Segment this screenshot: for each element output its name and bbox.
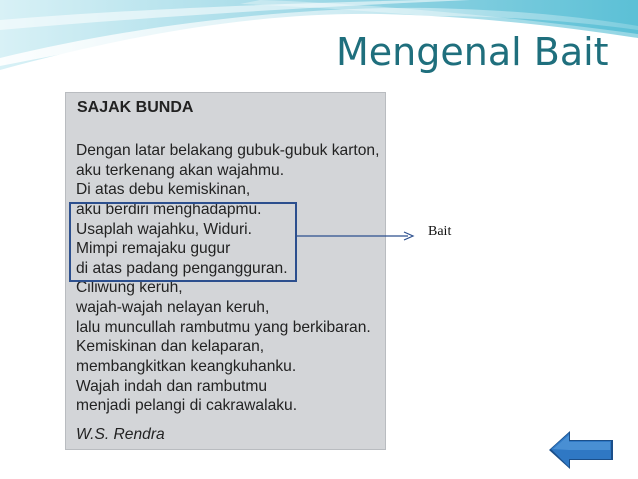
left-arrow-icon [549,431,613,469]
poem-line: lalu muncullah rambutmu yang berkibaran. [76,318,371,336]
poem-line: Wajah indah dan rambutmu [76,377,267,395]
poem-author: W.S. Rendra [76,426,165,443]
stanza-highlight-box [69,202,297,282]
callout-label: Bait [428,224,452,239]
poem-line: Ciliwung keruh, [76,279,183,297]
poem-line: aku terkenang akan wajahmu. [76,161,285,179]
poem-line: wajah-wajah nelayan keruh, [76,299,270,317]
poem-line: Kemiskinan dan kelaparan, [76,338,265,356]
slide-title: Mengenal Bait [336,30,609,74]
poem-line: Mimpi remajaku gugur [76,240,231,258]
poem-line: aku berdiri menghadapmu. [76,200,262,218]
poem-line: Di atas debu kemiskinan, [76,181,251,199]
poem-line: Dengan latar belakang gubuk-gubuk karton, [76,142,380,159]
poem-line: menjadi pelangi di cakrawalaku. [76,397,298,415]
poem-title: SAJAK BUNDA [77,99,194,116]
poem-line: Usaplah wajahku, Widuri. [76,220,252,238]
poem-line: di atas padang pengangguran. [76,259,288,277]
poem-line: membangkitkan keangkuhanku. [76,358,297,376]
back-button[interactable] [546,428,616,472]
